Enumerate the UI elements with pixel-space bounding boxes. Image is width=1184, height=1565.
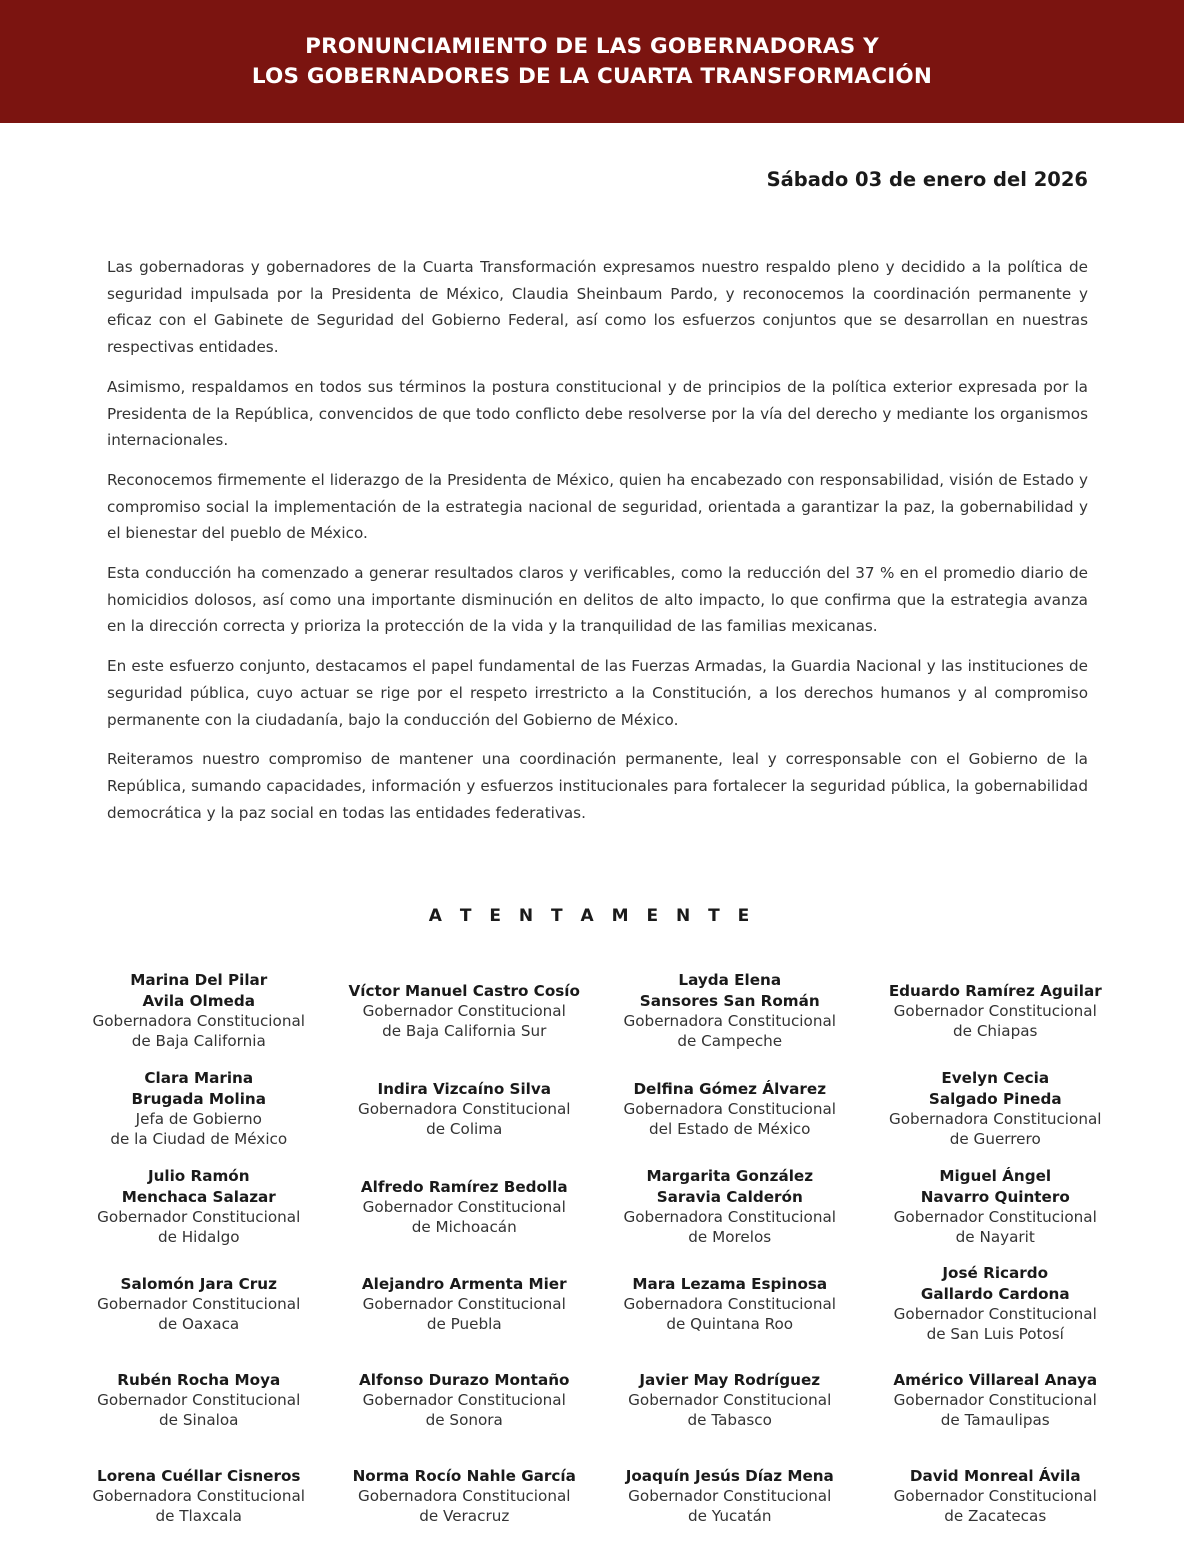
signatory-name — [633, 1079, 826, 1099]
signatory-name-line-1: Joaquín Jesús Díaz Mena — [625, 1466, 834, 1485]
header-title-line-1: PRONUNCIAMIENTO DE LAS GOBERNADORAS Y — [305, 33, 879, 59]
signatory-title — [358, 1486, 570, 1527]
signature-block — [332, 1256, 598, 1352]
signatory-name-line-1: Víctor Manuel Castro Cosío — [348, 981, 580, 1000]
signatory-name-line-1: Norma Rocío Nahle García — [352, 1466, 576, 1485]
signatory-state: de Nayarit — [955, 1228, 1035, 1247]
signatory-name-line-1: Américo Villareal Anaya — [893, 1370, 1098, 1389]
signatory-name-line-2: Saravia Calderón — [656, 1187, 803, 1206]
signature-block — [66, 1352, 332, 1448]
signatory-name-line-2: Menchaca Salazar — [121, 1187, 276, 1206]
signatory-title — [894, 1207, 1097, 1248]
signatory-name — [97, 1466, 300, 1486]
signatory-title — [110, 1109, 287, 1150]
signatory-state: de Baja California Sur — [382, 1022, 547, 1041]
signatory-role: Gobernadora Constitucional — [889, 1110, 1102, 1128]
signatory-name-line-1: Javier May Rodríguez — [639, 1370, 821, 1389]
signatory-title — [894, 1390, 1097, 1431]
signatory-state: de Hidalgo — [157, 1228, 240, 1247]
signatory-name-line-1: Julio Ramón — [147, 1167, 250, 1186]
signatory-name-line-1: Indira Vizcaíno Silva — [377, 1079, 552, 1098]
signatory-name — [910, 1466, 1081, 1486]
signatory-state: de San Luis Potosí — [926, 1325, 1064, 1344]
signatory-state: de Sinaloa — [159, 1411, 239, 1430]
signatory-name-line-1: Salomón Jara Cruz — [120, 1274, 277, 1293]
signatory-role: Gobernador Constitucional — [97, 1294, 301, 1313]
signatory-name-line-2: Gallardo Cardona — [920, 1284, 1070, 1303]
paragraph: Reconocemos firmemente el liderazgo de la Presidenta de México, quien ha encabezado con responsabilidad, visión de Estado y compromiso social la implementación de la estrategia nacional de seguridad, orientada a garantizar la paz, la gobernabilidad y el bienestar del pueblo de México. — [107, 470, 1088, 543]
signatory-name-line-1: Alejandro Armenta Mier — [361, 1274, 567, 1293]
signatory-role: Gobernador Constitucional — [893, 1001, 1097, 1020]
signature-block — [332, 1352, 598, 1448]
signature-block — [66, 1158, 332, 1256]
paragraph: Reiteramos nuestro compromiso de mantener una coordinación permanente, leal y corresponsable con el Gobierno de la República, sumando capacidades, información y esfuerzos institucionales para fortalecer la seguridad pública, la gobernabilidad democrática y la paz social en todas las entidades federativas. — [107, 750, 1088, 822]
signatory-name-line-1: Eduardo Ramírez Aguilar — [888, 981, 1102, 1000]
signatory-name-line-1: Alfredo Ramírez Bedolla — [360, 1177, 568, 1196]
signature-block — [66, 962, 332, 1060]
signatory-name — [889, 981, 1102, 1001]
signatory-name — [117, 1370, 280, 1390]
paragraph: Las gobernadoras y gobernadores de la Cuarta Transformación expresamos nuestro respaldo pleno y decidido a la política de seguridad impulsada por la Presidenta de México, Claudia Sheinbaum Pardo, y reconocemos la coordinación permanente y eficaz con el Gabinete de Seguridad del Gobierno Federal, así como los esfuerzos conjuntos que se desarrollan en nuestras respectivas entidades. — [107, 258, 1088, 357]
signatory-state: de Chiapas — [953, 1022, 1038, 1041]
signature-block — [597, 1060, 863, 1158]
signatory-name-line-1: Lorena Cuéllar Cisneros — [97, 1466, 301, 1485]
document-date: Sábado 03 de enero del 2026 — [766, 168, 1088, 191]
signatory-state: de Oaxaca — [158, 1315, 240, 1334]
signatory-role: Gobernador Constitucional — [893, 1390, 1097, 1409]
signature-block — [66, 1060, 332, 1158]
signatory-title — [97, 1207, 300, 1248]
signatory-role: Gobernador Constitucional — [893, 1486, 1097, 1505]
signatory-name-line-1: Evelyn Cecia — [941, 1069, 1050, 1088]
signature-block — [863, 1352, 1129, 1448]
signatory-title — [93, 1011, 305, 1052]
signatory-state: de Michoacán — [411, 1218, 517, 1237]
signature-block — [863, 1448, 1129, 1544]
signatory-name — [122, 1166, 276, 1207]
signatory-state: de Sonora — [425, 1411, 503, 1430]
signatory-title — [889, 1109, 1101, 1150]
signatory-name-line-1: Clara Marina — [144, 1069, 254, 1088]
signature-block — [863, 962, 1129, 1060]
signatory-name — [639, 1370, 820, 1390]
signatory-title — [97, 1294, 300, 1335]
signatory-name-line-1: Miguel Ángel — [939, 1167, 1052, 1186]
signatory-name-line-2: Brugada Molina — [131, 1089, 266, 1108]
signatory-state: de la Ciudad de México — [110, 1130, 288, 1149]
signatory-state: de Zacatecas — [944, 1507, 1047, 1526]
signatory-name — [921, 1166, 1070, 1207]
signatory-title — [624, 1207, 836, 1248]
signatory-title — [628, 1486, 831, 1527]
signature-block — [597, 1448, 863, 1544]
signatory-name-line-1: Margarita González — [646, 1167, 814, 1186]
signature-block — [332, 1060, 598, 1158]
signatory-role: Gobernadora Constitucional — [623, 1294, 836, 1313]
closing-heading: A T E N T A M E N T E — [428, 906, 756, 926]
signatory-name — [640, 970, 820, 1011]
signatory-state: de Tlaxcala — [155, 1507, 242, 1526]
signatory-name-line-1: Delfina Gómez Álvarez — [633, 1079, 827, 1098]
signatory-name-line-1: Rubén Rocha Moya — [117, 1370, 281, 1389]
signatory-name — [361, 1177, 568, 1197]
header-title-line-2: LOS GOBERNADORES DE LA CUARTA TRANSFORMACIÓN — [251, 63, 933, 89]
signatory-name — [646, 1166, 813, 1207]
signatory-name-line-2: Navarro Quintero — [920, 1187, 1070, 1206]
signature-block — [863, 1158, 1129, 1256]
signatory-role: Gobernadora Constitucional — [358, 1099, 571, 1118]
signature-block — [863, 1256, 1129, 1352]
signatory-state: de Guerrero — [949, 1130, 1041, 1149]
paragraph: Esta conducción ha comenzado a generar resultados claros y verificables, como la reducción del 37 % en el promedio diario de homicidios dolosos, así como una importante disminución en delitos de alto impacto, lo que confirma que la estrategia avanza en la dirección correcta y prioriza la protección de la vida y la tranquilidad de las familias mexicanas. — [107, 564, 1088, 636]
signatures-grid — [66, 962, 1128, 1544]
signatory-state: de Tamaulipas — [940, 1411, 1050, 1430]
document-header — [0, 0, 1184, 123]
signatory-title — [624, 1099, 836, 1140]
signatory-title — [93, 1486, 305, 1527]
signatory-role: Gobernador Constitucional — [362, 1390, 566, 1409]
signature-block — [332, 1448, 598, 1544]
signatory-name — [377, 1079, 551, 1099]
signature-block — [597, 962, 863, 1060]
signatory-title — [894, 1001, 1097, 1042]
signatory-title — [894, 1304, 1097, 1345]
signatory-state: del Estado de México — [649, 1120, 811, 1139]
signatory-role: Gobernador Constitucional — [362, 1001, 566, 1020]
signatory-state: de Quintana Roo — [666, 1315, 794, 1334]
signatory-state: de Puebla — [426, 1315, 502, 1334]
signature-block — [332, 1158, 598, 1256]
signatory-title — [97, 1390, 300, 1431]
signatory-name-line-1: Marina Del Pilar — [130, 971, 268, 990]
signature-block — [66, 1448, 332, 1544]
signatory-name — [921, 1263, 1070, 1304]
signatory-name-line-1: Layda Elena — [678, 971, 782, 990]
signatory-name-line-2: Sansores San Román — [639, 991, 820, 1010]
signatory-title — [894, 1486, 1097, 1527]
signatory-name-line-1: Mara Lezama Espinosa — [632, 1274, 828, 1293]
signatory-name — [359, 1370, 569, 1390]
signatory-role: Gobernador Constitucional — [628, 1390, 832, 1409]
signatory-title — [363, 1001, 566, 1042]
signatory-name — [929, 1068, 1062, 1109]
signatory-name — [121, 1274, 277, 1294]
signatory-name — [632, 1274, 827, 1294]
signatory-role: Gobernadora Constitucional — [623, 1012, 836, 1030]
paragraph: En este esfuerzo conjunto, destacamos el papel fundamental de las Fuerzas Armadas, la Guardia Nacional y las instituciones de seguridad pública, cuyo actuar se rige por el respeto irrestricto a la Constitución, a los derechos humanos y al compromiso permanente con la ciudadanía, bajo la conducción del Gobierno de México. — [107, 657, 1088, 729]
signatory-role: Gobernador Constitucional — [362, 1197, 566, 1216]
signatory-name — [349, 981, 580, 1001]
signatory-role: Jefa de Gobierno — [135, 1110, 262, 1128]
signatory-state: de Veracruz — [419, 1507, 510, 1526]
signatory-name — [626, 1466, 834, 1486]
signatory-role: Gobernador Constitucional — [362, 1294, 566, 1313]
signatory-state: de Yucatán — [687, 1507, 772, 1526]
signatory-name — [353, 1466, 576, 1486]
signatory-name-line-2: Avila Olmeda — [142, 991, 255, 1010]
signatory-title — [363, 1197, 566, 1238]
signature-block — [66, 1256, 332, 1352]
signatory-state: de Morelos — [688, 1228, 772, 1247]
signatory-name-line-2: Salgado Pineda — [928, 1089, 1062, 1108]
signatory-name — [893, 1370, 1097, 1390]
signatory-role: Gobernador Constitucional — [893, 1305, 1097, 1323]
signatory-title — [363, 1294, 566, 1335]
signatory-name-line-1: José Ricardo — [942, 1264, 1049, 1283]
signatory-title — [628, 1390, 831, 1431]
signatory-role: Gobernador Constitucional — [97, 1390, 301, 1409]
signatory-state: de Tabasco — [687, 1411, 772, 1430]
signatory-state: de Baja California — [131, 1032, 266, 1051]
signatory-role: Gobernador Constitucional — [97, 1208, 301, 1226]
signatory-name-line-1: Alfonso Durazo Montaño — [359, 1370, 570, 1389]
document-body — [107, 254, 1088, 839]
signatory-state: de Campeche — [677, 1032, 783, 1051]
signature-block — [597, 1256, 863, 1352]
paragraph: Asimismo, respaldamos en todos sus términos la postura constitucional y de principios de la política exterior expresada por la Presidenta de la República, convencidos de que todo conflicto debe resolverse por la vía del derecho y mediante los organismos internacionales. — [107, 377, 1088, 450]
signatory-role: Gobernadora Constitucional — [623, 1099, 836, 1118]
signatory-title — [358, 1099, 570, 1140]
signatory-role: Gobernadora Constitucional — [623, 1208, 836, 1226]
signatory-name — [132, 1068, 266, 1109]
signatory-title — [624, 1011, 836, 1052]
signatory-state: de Colima — [426, 1120, 503, 1139]
signature-block — [332, 962, 598, 1060]
signatory-title — [624, 1294, 836, 1335]
signatory-title — [363, 1390, 566, 1431]
signatory-role: Gobernador Constitucional — [893, 1208, 1097, 1226]
signatory-name-line-1: David Monreal Ávila — [909, 1466, 1081, 1485]
signature-block — [597, 1352, 863, 1448]
signatory-role: Gobernador Constitucional — [628, 1486, 832, 1505]
signature-block — [863, 1060, 1129, 1158]
signatory-role: Gobernadora Constitucional — [92, 1012, 305, 1030]
signature-block — [597, 1158, 863, 1256]
signatory-name — [362, 1274, 567, 1294]
signatory-name — [130, 970, 267, 1011]
signatory-role: Gobernadora Constitucional — [92, 1486, 305, 1505]
signatory-role: Gobernadora Constitucional — [358, 1486, 571, 1505]
